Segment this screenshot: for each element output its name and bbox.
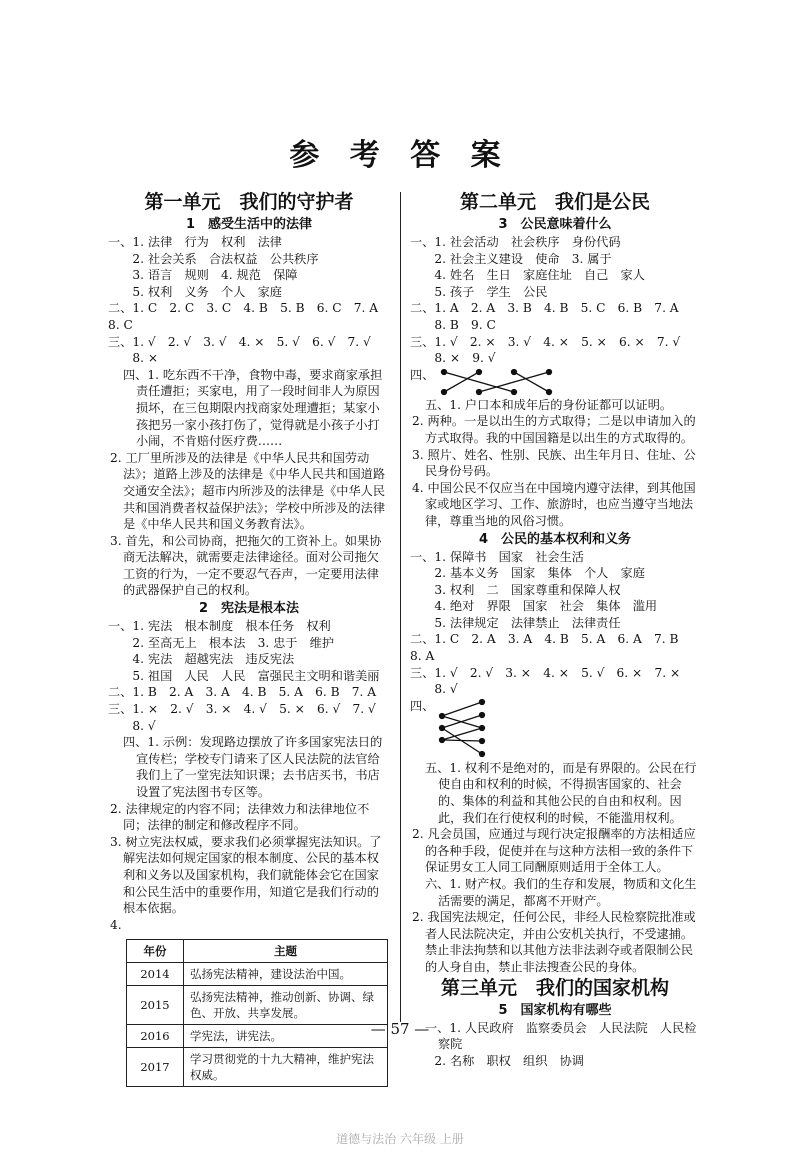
essay-answer: 4. 中国公民不仅应当在中国境内遵守法律，到其他国家或地区学习、工作、旅游时，也应当遵守当地法律，尊重当地的风俗习惯。 [412,480,696,528]
table-cell-theme: 学习贯彻党的十九大精神，维护宪法权威。 [184,1048,388,1087]
unit3-title: 第三单元 我们的国家机构 [440,976,669,999]
lesson4-answers [410,549,700,698]
page-footer: 道德与法治 六年级 上册 [336,1132,464,1146]
answer-line: 2. 社会主义建设 使命 3. 属于 [410,251,612,266]
unit2-title: 第二单元 我们是公民 [459,191,650,213]
page-title: 参 考 答 案 [289,138,511,173]
answer-line: 一、1. 人民政府 监察委员会 人民法院 人民检察院 [425,1020,697,1052]
answer-line: 2. 社会关系 合法权益 公共秩序 [108,251,319,266]
essay-answer: 3. 树立宪法权威，要求我们必须掌握宪法知识。了解宪法如何规定国家的根本制度、公民的基本权利和义务以及国家机构，我们就能体会它在国家和公民生活中的重要作用，知道它是我们行动的根本依据。 [110,834,382,916]
table-cell-theme: 学宪法，讲宪法。 [184,1025,388,1048]
essay-answer: 六、1. 财产权。我们的生存和发展，物质和文化生活需要的满足，都离不开财产。 [425,877,697,908]
unit1-title: 第一单元 我们的守护者 [144,191,354,213]
answer-line: 一、1. 法律 行为 权利 法律 [108,235,282,249]
answer-line: 5. 法律规定 法律禁止 法律责任 [410,615,621,630]
table-header-theme: 主题 [184,940,388,963]
table-row [127,986,388,1025]
lesson1-essays [108,367,390,599]
lesson4-essays [410,760,700,976]
answer-line: 二、1. A 2. A 3. B 4. B 5. C 6. B 7. A [410,301,679,316]
answer-line: 二、1. B 2. A 3. A 4. B 5. A 6. B 7. A [108,685,377,700]
answer-line: 一、1. 社会活动 社会秩序 身份代码 [410,235,621,249]
table-cell-year: 2015 [127,986,184,1025]
answer-line: 三、1. √ 2. √ 3. √ 4. × 5. √ 6. √ 7. √ [108,334,371,349]
answer-line: 2. 名称 职权 组织 协调 [410,1053,584,1068]
table-cell-theme: 弘扬宪法精神，建设法治中国。 [184,963,388,986]
table-cell-theme: 弘扬宪法精神，推动创新、协调、绿色、开放、共享发展。 [184,986,388,1025]
lesson2-title: 2 宪法是根本法 [198,601,300,617]
essay-answer: 五、1. 权利不是绝对的，而是有界限的。公民在行使自由和权利的时候，不得损害国家的、社会的、集体的利益和其他公民的自由和权利。因此，我们在行使权利的时候，不能滥用权利。 [425,760,697,825]
answer-line: 5. 孩子 学生 公民 [410,284,548,299]
lesson5-title: 5 国家机构有哪些 [498,1002,612,1018]
answer-line: 二、1. C 2. C 3. C 4. B 5. B 6. C 7. A 8. C [108,301,391,332]
essay-answer: 2. 两种。一是以出生的方式取得；二是以申请加入的方式取得。我的中国国籍是以出生的方式取得的。 [412,414,696,445]
matching-lines-diagram [434,698,504,760]
answer-line: 2. 至高无上 根本法 3. 忠于 维护 [108,635,335,650]
page-number: — 57 — [370,1020,430,1038]
answer-line: 8. B 9. C [410,317,496,332]
answer-line: 4. 姓名 生日 家庭住址 自己 家人 [410,268,645,283]
essay-answer: 3. 照片、姓名、性别、民族、出生年月日、住址、公民身份号码。 [412,447,696,479]
table-row [127,963,388,986]
essay-answer: 2. 工厂里所涉及的法律是《中华人民共和国劳动法》；道路上涉及的法律是《中华人民共和国道路交通安全法》；超市内所涉及的法律是《中华人民共和国消费者权益保护法》；学校中所涉及的法律是《中华人民共和国义务教育法》。 [110,450,386,532]
lesson3-title: 3 公民意味着什么 [498,217,612,232]
essay-answer: 2. 凡会员国，应通过与现行决定报酬率的方法相适应的各种手段，促使并在与这种方法相一致的条件下保证男女工人同工同酬原则适用于全体工人。 [412,827,696,875]
answer-line: 三、1. × 2. √ 3. × 4. √ 5. × 6. √ 7. √ [108,702,376,717]
lesson1-title: 1 感受生活中的法律 [185,217,313,232]
essay-answer: 3. 首先，和公司协商，把拖欠的工资补上。如果协商无法解决，就需要走法律途径。面对公司拖欠工资的行为，一定不要忍气吞声，一定要用法律的武器保护自己的权利。 [110,533,382,598]
answer-line: 5. 权利 义务 个人 家庭 [108,284,282,299]
essay-answer: 2. 法律规定的内容不同；法律效力和法律地位不同；法律的制定和修改程序不同。 [110,801,370,833]
answer-line: 三、1. √ 2. √ 3. × 4. × 5. √ 6. × 7. × [410,665,681,680]
lesson3-answers [410,234,700,367]
answer-line: 三、1. √ 2. × 3. √ 4. × 5. × 6. × 7. √ [410,334,681,349]
left-column [108,190,390,1087]
answer-line: 8. × [108,351,159,366]
answer-line: 8. √ [108,718,156,733]
lesson2-answers [108,618,390,734]
column-divider [400,192,401,1022]
table-row [127,1048,388,1087]
lesson1-answers [108,234,390,367]
essay-answer: 4. [110,917,122,932]
answer-line: 3. 权利 二 国家尊重和保障人权 [410,582,621,597]
matching-label: 四、 [410,698,435,713]
answer-line: 4. 绝对 界限 国家 社会 集体 滥用 [410,599,658,614]
essay-answer: 五、1. 户口本和成年后的身份证都可以证明。 [425,397,673,412]
constitution-day-table [126,939,388,1087]
answer-line: 5. 祖国 人民 人民 富强民主文明和谐美丽 [108,668,380,683]
lesson4-matching [410,698,700,760]
answer-line: 2. 基本义务 国家 集体 个人 家庭 [410,566,645,581]
essay-answer: 四、1. 示例：发现路边摆放了许多国家宪法日的宣传栏；学校专门请来了区人民法院的法官给我们上了一堂宪法知识课；去书店买书，书店设置了宪法图书专区等。 [123,735,383,799]
table-header-year: 年份 [127,940,184,963]
matching-label: 四、 [410,367,435,382]
answer-line: 一、1. 保障书 国家 社会生活 [410,549,584,564]
table-cell-year: 2017 [127,1048,184,1087]
lesson2-essays [108,734,390,933]
lesson4-title: 4 公民的基本权利和义务 [478,531,632,547]
answer-line: 一、1. 宪法 根本制度 根本任务 权利 [108,619,331,634]
right-column [410,190,700,1069]
matching-lines-diagram [434,367,574,397]
table-cell-year: 2016 [127,1025,184,1048]
lesson3-essays [410,397,700,530]
answer-line: 二、1. C 2. A 3. A 4. B 5. A 6. A 7. B 8. A [410,632,691,664]
essay-answer: 四、1. 吃东西不干净，食物中毒，要求商家承担责任遭拒；买家电，用了一段时间非人为原因损坏，在三包期限内找商家处理遭拒；某家小孩把另一家小孩打伤了，觉得就是小孩子小打小闹，不肯赔付医疗费…… [123,367,383,449]
table-cell-year: 2014 [127,963,184,986]
lesson3-matching [410,367,700,397]
answer-line: 3. 语言 规则 4. 规范 保障 [108,268,298,283]
answer-line: 4. 宪法 超越宪法 违反宪法 [108,652,295,667]
essay-answer: 2. 我国宪法规定，任何公民，非经人民检察院批准或者人民法院决定，并由公安机关执行，不受逮捕。禁止非法拘禁和以其他方法非法剥夺或者限制公民的人身自由，禁止非法搜查公民的身体。 [412,910,696,974]
answer-line: 8. × 9. √ [410,351,496,366]
answer-line: 8. √ [410,682,458,697]
